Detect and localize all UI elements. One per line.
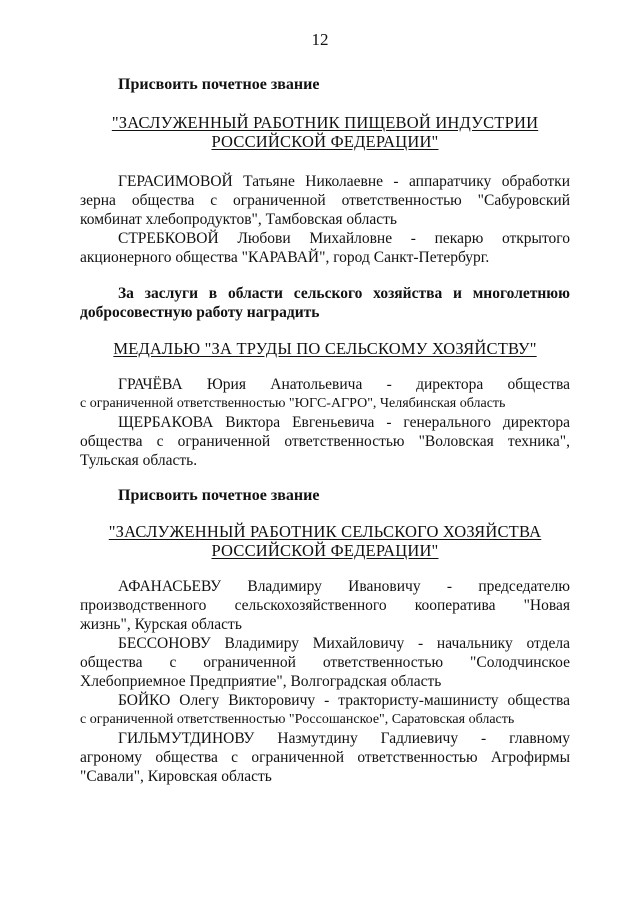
section1-entries [80,172,570,267]
section2-heading-line-1: За заслуги в области сельского хозяйства и многолетнюю [118,285,570,302]
entry-line: БЕССОНОВУ Владимиру Михайловичу - начальнику отдела [118,635,570,652]
entry-line: ГИЛЬМУТДИНОВУ Назмутдину Гадлиевичу - главному [118,730,570,747]
section2-heading [80,284,570,322]
entry-line: СТРЕБКОВОЙ Любови Михайловне - пекарю открытого [118,230,570,247]
entry-line: общества с ограниченной ответственностью "Солодчинское [80,654,570,671]
entry-line: акционерного общества "КАРАВАЙ", город Санкт-Петербург. [80,249,490,266]
entry-line: ЩЕРБАКОВА Виктора Евгеньевича - генерального директора [118,414,570,431]
entry-line: с ограниченной ответственностью "ЮГС-АГРО", Челябинская область [80,396,506,411]
entry-line: БОЙКО Олегу Викторовичу - трактористу-машинисту общества [118,692,570,709]
section3-heading: Присвоить почетное звание [118,487,320,504]
section1-title-line-1: "ЗАСЛУЖЕННЫЙ РАБОТНИК ПИЩЕВОЙ ИНДУСТРИИ [111,113,539,132]
entry-line: общества с ограниченной ответственностью "Воловская техника", [80,433,570,450]
entry-line: Тульская область. [80,452,198,469]
section3-title [80,522,570,560]
section2-title-line-1: МЕДАЛЬЮ "ЗА ТРУДЫ ПО СЕЛЬСКОМУ ХОЗЯЙСТВУ" [113,339,537,358]
entry-line: ГРАЧЁВА Юрия Анатольевича - директора общества [118,376,570,393]
section2-title [80,339,570,358]
entry-line: жизнь", Курская область [80,616,242,633]
entry-line: Хлебоприемное Предприятие", Волгоградская область [80,673,442,690]
entry-line: зерна общества с ограниченной ответственностью "Сабуровский [80,192,570,209]
section3-entries [80,577,570,786]
section3-title-line-1: "ЗАСЛУЖЕННЫЙ РАБОТНИК СЕЛЬСКОГО ХОЗЯЙСТВА [108,522,542,541]
entry-line: агроному общества с ограниченной ответственностью Агрофирмы [80,749,570,766]
entry-line: комбинат хлебопродуктов", Тамбовская область [80,211,397,228]
page-number: 12 [311,30,329,49]
section1-heading: Присвоить почетное звание [118,76,320,93]
entry-line: с ограниченной ответственностью "Россошанское", Саратовская область [80,712,515,727]
entry-line: АФАНАСЬЕВУ Владимиру Ивановичу - председателю [118,578,570,595]
section1-title [80,113,570,151]
entry-line: ГЕРАСИМОВОЙ Татьяне Николаевне - аппаратчику обработки [118,173,570,190]
entry-line: производственного сельскохозяйственного кооператива "Новая [80,597,570,614]
section2-heading-line-2: добросовестную работу наградить [80,304,320,321]
section1-title-line-2: РОССИЙСКОЙ ФЕДЕРАЦИИ" [211,132,439,151]
entry-line: "Савали", Кировская область [80,768,272,785]
section3-title-line-2: РОССИЙСКОЙ ФЕДЕРАЦИИ" [211,541,439,560]
section2-entries [80,375,570,470]
